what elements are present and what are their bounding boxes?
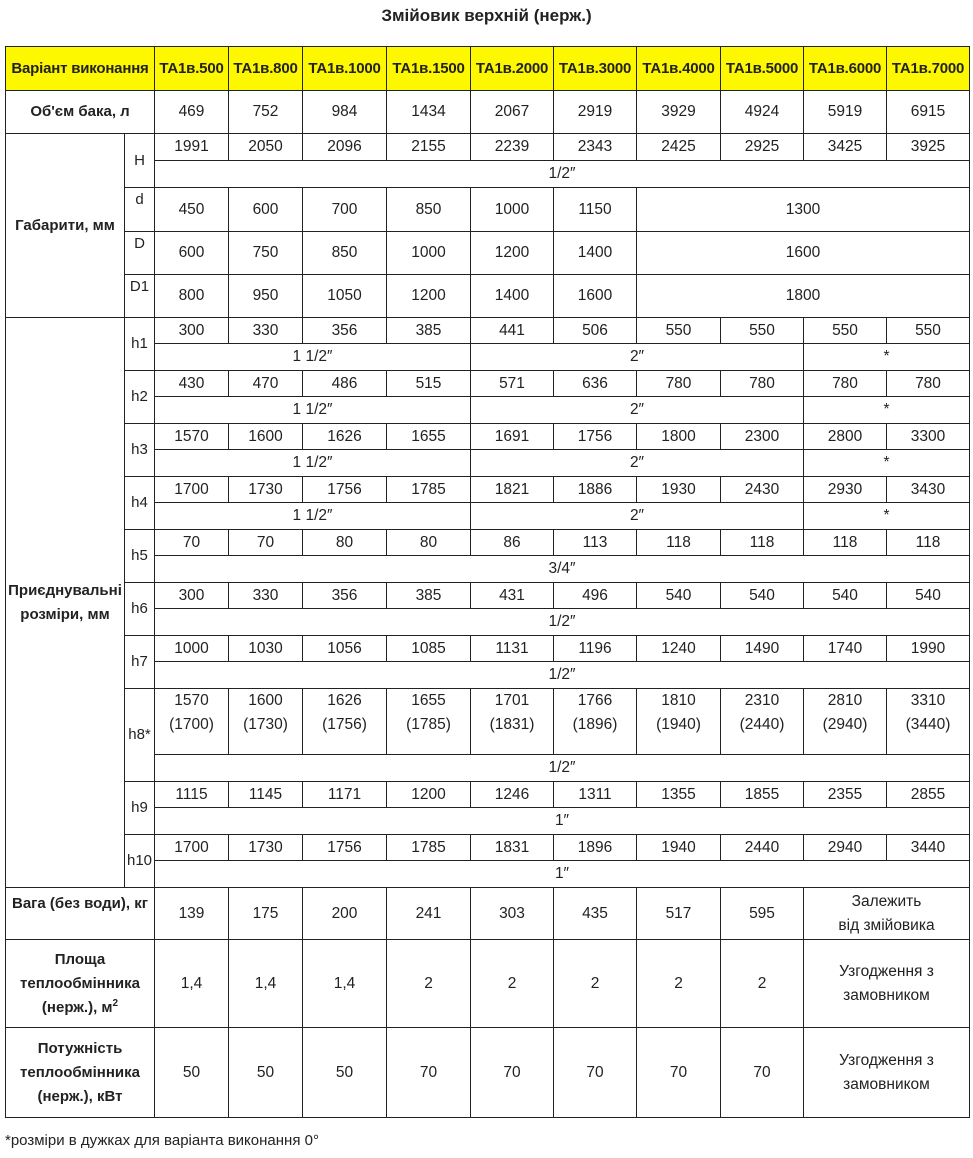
fitting-cell: * xyxy=(804,344,970,371)
area-merged-cell xyxy=(804,940,970,1028)
conn-cell: 1821 xyxy=(471,477,554,503)
fitting-cell: 1/2″ xyxy=(155,755,970,782)
conn-cell xyxy=(554,689,637,755)
model-header: ТА1в.500 xyxy=(155,47,229,91)
conn-cell: 486 xyxy=(303,371,387,397)
conn-cell: 1085 xyxy=(387,636,471,662)
model-header: ТА1в.7000 xyxy=(887,47,970,91)
conn-cell: 3300 xyxy=(887,424,970,450)
conn-cell xyxy=(804,689,887,755)
conn-cell: 1740 xyxy=(804,636,887,662)
conn-cell: 1200 xyxy=(387,782,471,808)
conn-cell: 1700 xyxy=(155,477,229,503)
model-header: ТА1в.1500 xyxy=(387,47,471,91)
conn-cell: 1570 xyxy=(155,424,229,450)
conn-cell: 1355 xyxy=(637,782,721,808)
conn-cell: 1886 xyxy=(554,477,637,503)
power-cell: 70 xyxy=(387,1028,471,1118)
conn-cell: 1785 xyxy=(387,835,471,861)
power-label-line: теплообмінника xyxy=(20,1063,140,1081)
conn-cell: 1756 xyxy=(554,424,637,450)
power-cell: 50 xyxy=(303,1028,387,1118)
conn-cell: 80 xyxy=(303,530,387,556)
conn-cell: 1000 xyxy=(155,636,229,662)
header-label: Варіант виконання xyxy=(6,47,155,91)
fitting-cell: 2″ xyxy=(471,503,804,530)
conn-label: h3 xyxy=(125,424,155,477)
conn-cell: 1145 xyxy=(229,782,303,808)
dim-cell: 2425 xyxy=(637,134,721,161)
conn-cell: 540 xyxy=(721,583,804,609)
conn-cell-alt: (2940) xyxy=(822,716,868,733)
conn-cell: 300 xyxy=(155,318,229,344)
dim-label: H xyxy=(125,134,155,188)
volume-cell: 752 xyxy=(229,91,303,134)
dim-cell: 1200 xyxy=(471,232,554,275)
fitting-cell: 2″ xyxy=(471,397,804,424)
conn-cell: 1655 xyxy=(387,424,471,450)
dim-cell: 1991 xyxy=(155,134,229,161)
fitting-cell: 1 1/2″ xyxy=(155,344,471,371)
volume-cell: 2067 xyxy=(471,91,554,134)
fitting-cell: 2″ xyxy=(471,450,804,477)
dim-cell: 2155 xyxy=(387,134,471,161)
dim-cell: 3925 xyxy=(887,134,970,161)
model-header: ТА1в.6000 xyxy=(804,47,887,91)
area-cell: 2 xyxy=(471,940,554,1028)
conn-cell: 2430 xyxy=(721,477,804,503)
conn-cell-value: 1701 xyxy=(494,692,530,709)
conn-cell-alt: (2440) xyxy=(739,716,785,733)
conn-label: h7 xyxy=(125,636,155,689)
conn-label: h10 xyxy=(125,835,155,888)
model-header: ТА1в.1000 xyxy=(303,47,387,91)
fitting-cell: 2″ xyxy=(471,344,804,371)
conn-cell: 1030 xyxy=(229,636,303,662)
conn-row xyxy=(6,424,970,450)
header-row xyxy=(6,47,970,91)
conn-cell: 1896 xyxy=(554,835,637,861)
fitting-cell: * xyxy=(804,397,970,424)
conn-cell xyxy=(721,689,804,755)
conn-cell: 780 xyxy=(721,371,804,397)
conn-cell xyxy=(887,689,970,755)
conn-row xyxy=(6,318,970,344)
conn-row xyxy=(6,371,970,397)
conn-cell: 356 xyxy=(303,318,387,344)
area-label xyxy=(6,940,155,1028)
dim-cell: 450 xyxy=(155,188,229,232)
conn-label: h6 xyxy=(125,583,155,636)
conn-cell-alt: (1896) xyxy=(572,716,618,733)
model-header: ТА1в.2000 xyxy=(471,47,554,91)
conn-cell: 1490 xyxy=(721,636,804,662)
conn-cell: 356 xyxy=(303,583,387,609)
weight-cell: 595 xyxy=(721,888,804,940)
conn-cell: 1246 xyxy=(471,782,554,808)
area-cell: 2 xyxy=(637,940,721,1028)
conn-row xyxy=(6,530,970,556)
dim-cell: 850 xyxy=(303,232,387,275)
conn-cell: 118 xyxy=(637,530,721,556)
conn-cell: 1196 xyxy=(554,636,637,662)
conn-cell: 118 xyxy=(887,530,970,556)
fitting-cell: 1/2″ xyxy=(155,662,970,689)
conn-cell xyxy=(471,689,554,755)
conn-cell: 1600 xyxy=(229,424,303,450)
conn-label: h9 xyxy=(125,782,155,835)
conn-cell xyxy=(155,689,229,755)
area-cell: 2 xyxy=(387,940,471,1028)
conn-cell: 113 xyxy=(554,530,637,556)
conn-cell: 2300 xyxy=(721,424,804,450)
volume-label: Об'єм бака, л xyxy=(6,91,155,134)
volume-cell: 469 xyxy=(155,91,229,134)
power-label-line: (нерж.), кВт xyxy=(37,1087,123,1105)
conn-cell: 1855 xyxy=(721,782,804,808)
area-cell: 1,4 xyxy=(229,940,303,1028)
weight-cell: 175 xyxy=(229,888,303,940)
conn-cell: 550 xyxy=(637,318,721,344)
conn-cell: 2855 xyxy=(887,782,970,808)
power-merged-line: Узгодження з xyxy=(839,1051,934,1069)
conn-cell: 571 xyxy=(471,371,554,397)
conn-cell: 1831 xyxy=(471,835,554,861)
spec-table xyxy=(5,46,970,1118)
conn-cell: 2800 xyxy=(804,424,887,450)
power-cell: 70 xyxy=(471,1028,554,1118)
model-header: ТА1в.5000 xyxy=(721,47,804,91)
dim-row-H xyxy=(6,134,970,161)
conn-cell: 70 xyxy=(229,530,303,556)
conn-cell: 1930 xyxy=(637,477,721,503)
conn-row xyxy=(6,689,970,755)
conn-cell: 1311 xyxy=(554,782,637,808)
dim-cell: 600 xyxy=(155,232,229,275)
conn-cell xyxy=(303,689,387,755)
conn-cell: 385 xyxy=(387,583,471,609)
dim-cell: 750 xyxy=(229,232,303,275)
conn-cell: 1800 xyxy=(637,424,721,450)
conn-cell: 3440 xyxy=(887,835,970,861)
conn-cell-alt: (1700) xyxy=(169,716,214,733)
dim-cell: 850 xyxy=(387,188,471,232)
conn-cell-value: 2310 xyxy=(744,692,780,709)
conn-cell: 441 xyxy=(471,318,554,344)
conn-cell-alt: (1785) xyxy=(406,716,451,733)
model-header: ТА1в.800 xyxy=(229,47,303,91)
fitting-cell: 1 1/2″ xyxy=(155,397,471,424)
dim-cell: 2925 xyxy=(721,134,804,161)
dim-label: D xyxy=(125,232,155,275)
weight-cell: 139 xyxy=(155,888,229,940)
volume-cell: 2919 xyxy=(554,91,637,134)
conn-cell: 1730 xyxy=(229,477,303,503)
volume-cell: 984 xyxy=(303,91,387,134)
dim-cell: 2050 xyxy=(229,134,303,161)
conn-cell: 1700 xyxy=(155,835,229,861)
conn-cell: 80 xyxy=(387,530,471,556)
weight-merged-cell xyxy=(804,888,970,940)
dim-label: D1 xyxy=(125,275,155,318)
dim-row-D1 xyxy=(6,275,970,318)
fitting-cell: 3/4″ xyxy=(155,556,970,583)
area-label-line: теплообмінника xyxy=(20,974,140,992)
fitting-cell: 1 1/2″ xyxy=(155,503,471,530)
dim-cell: 1000 xyxy=(471,188,554,232)
area-cell: 2 xyxy=(554,940,637,1028)
dim-merged-cell: 1600 xyxy=(637,232,970,275)
conn-cell: 1626 xyxy=(303,424,387,450)
weight-merged-line: від змійовика xyxy=(838,916,935,934)
conn-cell-value: 1600 xyxy=(248,692,283,709)
conn-cell: 780 xyxy=(804,371,887,397)
conn-cell-value: 1570 xyxy=(174,692,209,709)
conn-cell: 540 xyxy=(887,583,970,609)
conn-cell: 330 xyxy=(229,318,303,344)
area-cell: 2 xyxy=(721,940,804,1028)
dim-merged-cell: 1300 xyxy=(637,188,970,232)
power-cell: 70 xyxy=(554,1028,637,1118)
conn-cell: 431 xyxy=(471,583,554,609)
fitting-cell: 1″ xyxy=(155,808,970,835)
dim-cell: 800 xyxy=(155,275,229,318)
power-cell: 70 xyxy=(721,1028,804,1118)
conn-cell: 1691 xyxy=(471,424,554,450)
conn-row xyxy=(6,477,970,503)
conn-cell: 1730 xyxy=(229,835,303,861)
conn-cell xyxy=(229,689,303,755)
conn-cell: 540 xyxy=(804,583,887,609)
power-cell: 70 xyxy=(637,1028,721,1118)
weight-merged-line: Залежить xyxy=(851,892,922,910)
conn-cell: 1756 xyxy=(303,835,387,861)
weight-cell: 200 xyxy=(303,888,387,940)
conn-cell: 550 xyxy=(804,318,887,344)
dim-cell: 1050 xyxy=(303,275,387,318)
dim-merged-cell: 1800 xyxy=(637,275,970,318)
conn-cell: 1785 xyxy=(387,477,471,503)
dim-cell: 700 xyxy=(303,188,387,232)
dim-row-d xyxy=(6,188,970,232)
dim-cell: 1200 xyxy=(387,275,471,318)
power-merged-cell xyxy=(804,1028,970,1118)
volume-cell: 4924 xyxy=(721,91,804,134)
conn-cell: 1131 xyxy=(471,636,554,662)
conn-cell: 2355 xyxy=(804,782,887,808)
dim-cell: 1400 xyxy=(554,232,637,275)
conn-cell-value: 3310 xyxy=(910,692,946,709)
conn-row xyxy=(6,636,970,662)
weight-cell: 435 xyxy=(554,888,637,940)
conn-cell: 3430 xyxy=(887,477,970,503)
dim-cell: 1000 xyxy=(387,232,471,275)
power-cell: 50 xyxy=(229,1028,303,1118)
conn-cell-value: 1655 xyxy=(411,692,446,709)
conn-cell: 118 xyxy=(804,530,887,556)
conn-cell: 86 xyxy=(471,530,554,556)
conn-cell-alt: (1756) xyxy=(322,716,367,733)
dim-cell: 600 xyxy=(229,188,303,232)
fitting-cell: 1″ xyxy=(155,861,970,888)
area-merged-line: Узгодження з xyxy=(839,962,934,980)
model-header: ТА1в.3000 xyxy=(554,47,637,91)
conn-cell: 540 xyxy=(637,583,721,609)
area-label-sup: 2 xyxy=(112,997,119,1009)
volume-cell: 3929 xyxy=(637,91,721,134)
area-cell: 1,4 xyxy=(155,940,229,1028)
dim-row-D xyxy=(6,232,970,275)
power-merged-line: замовником xyxy=(843,1075,930,1093)
fitting-cell: 1/2″ xyxy=(155,609,970,636)
weight-label: Вага (без води), кг xyxy=(6,888,155,940)
footnote: *розміри в дужках для варіанта виконання 0° xyxy=(5,1132,319,1149)
conn-cell: 330 xyxy=(229,583,303,609)
conn-cell: 506 xyxy=(554,318,637,344)
conn-cell: 1940 xyxy=(637,835,721,861)
conn-cell: 515 xyxy=(387,371,471,397)
conn-cell: 385 xyxy=(387,318,471,344)
conn-row xyxy=(6,835,970,861)
fitting-cell: 1/2″ xyxy=(155,161,970,188)
area-label-text: (нерж.), м xyxy=(41,998,113,1016)
conn-cell: 118 xyxy=(721,530,804,556)
conn-label: h1 xyxy=(125,318,155,371)
dim-cell: 1600 xyxy=(554,275,637,318)
weight-row xyxy=(6,888,970,940)
conn-cell xyxy=(637,689,721,755)
conn-cell-value: 1810 xyxy=(661,692,696,709)
page-title: Змійовик верхній (нерж.) xyxy=(381,6,592,25)
conn-cell: 1990 xyxy=(887,636,970,662)
weight-cell: 517 xyxy=(637,888,721,940)
conn-cell: 2930 xyxy=(804,477,887,503)
dimensions-label: Габарити, мм xyxy=(6,134,125,318)
conn-cell: 780 xyxy=(887,371,970,397)
conn-cell-alt: (1940) xyxy=(656,716,701,733)
volume-row xyxy=(6,91,970,134)
volume-cell: 1434 xyxy=(387,91,471,134)
power-label xyxy=(6,1028,155,1118)
conn-label: h8* xyxy=(125,689,155,782)
conn-cell: 550 xyxy=(721,318,804,344)
conn-cell: 636 xyxy=(554,371,637,397)
power-cell: 50 xyxy=(155,1028,229,1118)
dim-cell: 1150 xyxy=(554,188,637,232)
connection-label: Приєднувальні розміри, мм xyxy=(6,318,125,888)
area-cell: 1,4 xyxy=(303,940,387,1028)
fitting-cell: * xyxy=(804,503,970,530)
power-label-line: Потужність xyxy=(37,1039,123,1057)
conn-label: h4 xyxy=(125,477,155,530)
dim-cell: 2096 xyxy=(303,134,387,161)
weight-cell: 241 xyxy=(387,888,471,940)
conn-cell-value: 2810 xyxy=(827,692,863,709)
dim-label: d xyxy=(125,188,155,232)
dim-cell: 2343 xyxy=(554,134,637,161)
volume-cell: 6915 xyxy=(887,91,970,134)
fitting-cell: * xyxy=(804,450,970,477)
area-label-line xyxy=(8,996,152,1020)
weight-cell: 303 xyxy=(471,888,554,940)
conn-cell: 2940 xyxy=(804,835,887,861)
dim-cell: 1400 xyxy=(471,275,554,318)
power-row xyxy=(6,1028,970,1118)
conn-cell: 2440 xyxy=(721,835,804,861)
conn-cell: 1240 xyxy=(637,636,721,662)
dim-cell: 950 xyxy=(229,275,303,318)
conn-cell: 470 xyxy=(229,371,303,397)
dim-cell: 3425 xyxy=(804,134,887,161)
area-label-line: Площа xyxy=(54,950,106,968)
area-merged-line: замовником xyxy=(843,986,930,1004)
conn-cell: 1115 xyxy=(155,782,229,808)
conn-cell: 430 xyxy=(155,371,229,397)
conn-cell-alt: (1831) xyxy=(489,716,535,733)
conn-cell: 1056 xyxy=(303,636,387,662)
conn-cell: 780 xyxy=(637,371,721,397)
conn-row xyxy=(6,583,970,609)
conn-cell: 550 xyxy=(887,318,970,344)
conn-cell: 1756 xyxy=(303,477,387,503)
fitting-cell: 1 1/2″ xyxy=(155,450,471,477)
conn-cell: 496 xyxy=(554,583,637,609)
conn-cell: 300 xyxy=(155,583,229,609)
volume-cell: 5919 xyxy=(804,91,887,134)
conn-label: h2 xyxy=(125,371,155,424)
conn-cell-alt: (3440) xyxy=(905,716,951,733)
conn-label: h5 xyxy=(125,530,155,583)
conn-cell-value: 1766 xyxy=(577,692,613,709)
model-header: ТА1в.4000 xyxy=(637,47,721,91)
conn-cell: 70 xyxy=(155,530,229,556)
conn-row xyxy=(6,782,970,808)
conn-cell xyxy=(387,689,471,755)
conn-cell: 1171 xyxy=(303,782,387,808)
conn-cell-value: 1626 xyxy=(327,692,362,709)
conn-cell-alt: (1730) xyxy=(243,716,288,733)
dim-cell: 2239 xyxy=(471,134,554,161)
area-row xyxy=(6,940,970,1028)
